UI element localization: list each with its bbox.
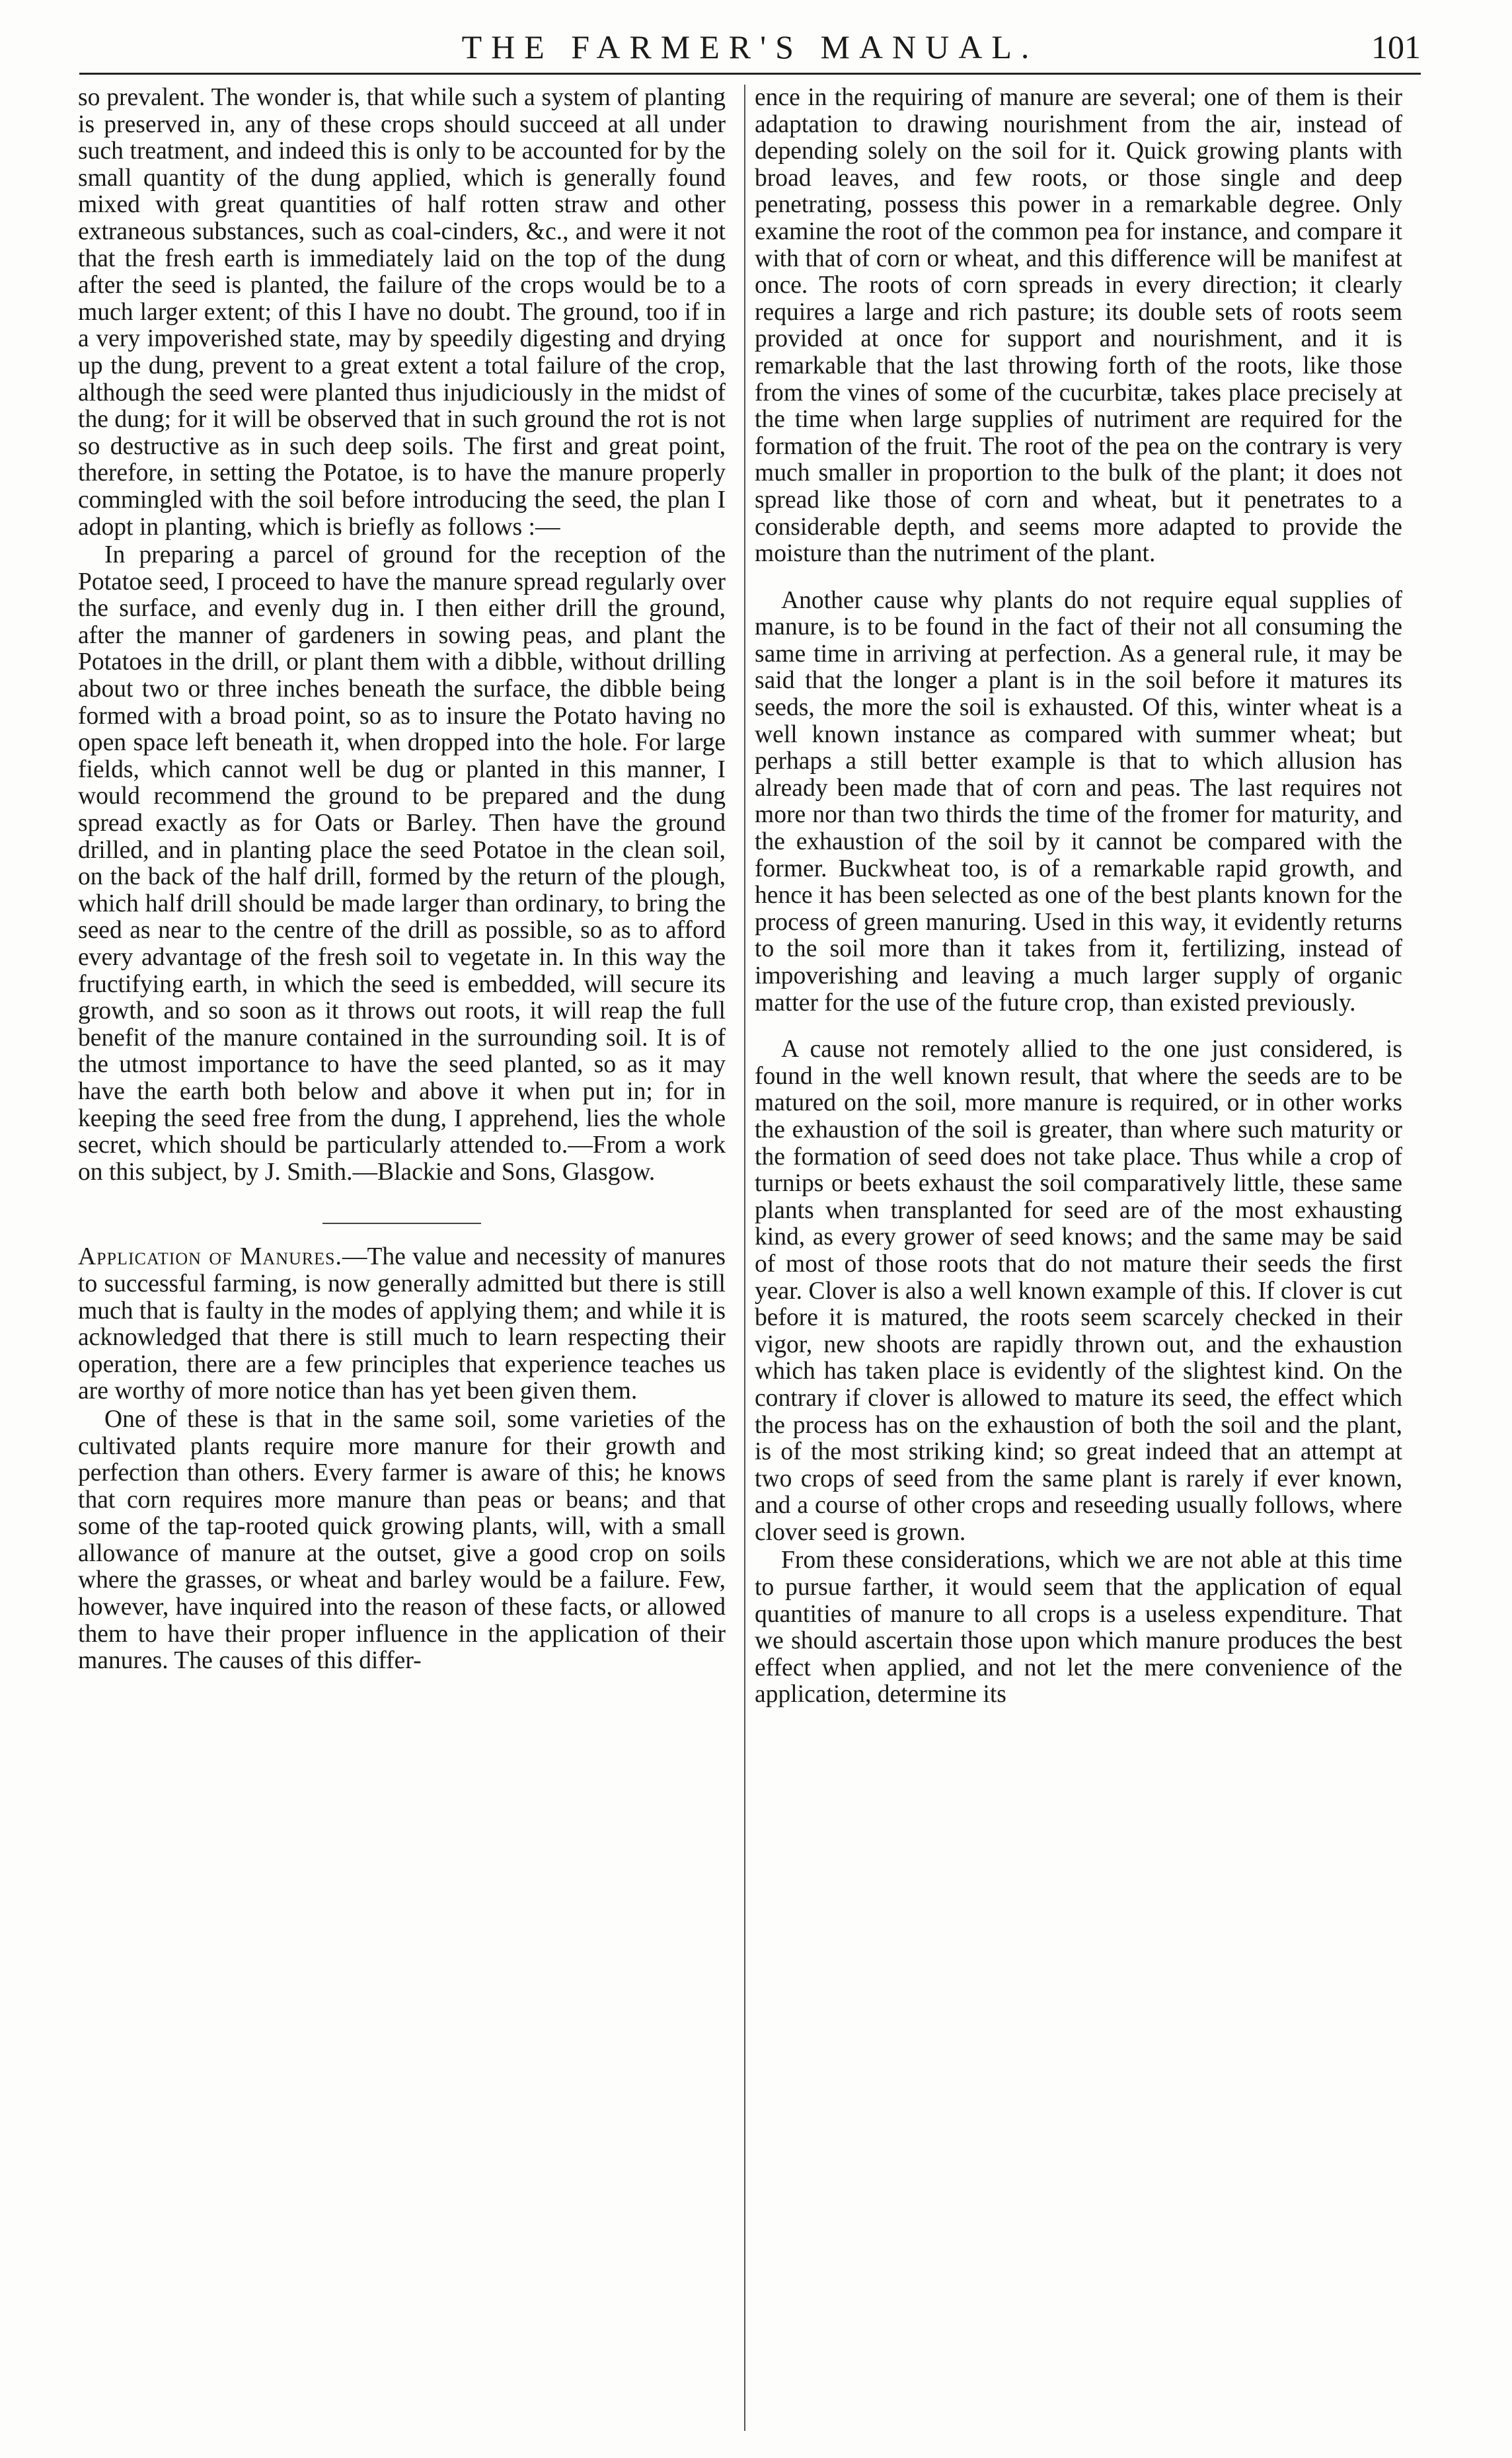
section-divider [322,1223,481,1224]
page-header [79,26,1421,75]
running-title: THE FARMER'S MANUAL. [461,28,1039,65]
paragraph: A cause not remotely allied to the one just considered, is found in the well known result, that where the seeds are to be matured on the soil, more manure is required, or in other works the exhaustion of the soil is greater, than where such maturity or the formation of seed does not take place. Thus while a crop of turnips or beets exhaust the soil comparatively little, these same plants when transplanted for seed are of the most exhausting kind, as every grower of seed knows; and the same may be said of most of those roots that do not mature their seeds the first year. Clover is also a well known example of this. If clover is cut before it is matured, the roots seem scarcely checked in their vigor, new shoots are rapidly thrown out, and the exhaustion which has taken place is evidently of the slightest kind. On the contrary if clover is allowed to mature its seed, the effect which the process has on the exhaustion of both the soil and the plant, is of the most striking kind; so great indeed that an attempt at two crops of seed from the same plant is rarely if ever known, and a course of other crops and reseeding usually follows, where clover seed is grown. [755,1036,1402,1546]
paragraph: In preparing a parcel of ground for the reception of the Potatoe seed, I proceed to have the manure spread regularly over the surface, and evenly dug in. I then either drill the ground, after the manner of gardeners in sowing peas, and plant the Potatoes in the drill, or plant them with a dibble, without drilling about two or three inches beneath the surface, the dibble being formed with a broad point, so as to insure the Potato having no open space left beneath it, when dropped into the hole. For large fields, which cannot well be dug or planted in this manner, I would recommend the ground to be prepared and the dung spread exactly as for Oats or Barley. Then have the ground drilled, and in planting place the seed Potatoe in the clean soil, on the back of the half drill, formed by the return of the plough, which half drill should be made larger than ordinary, to bring the seed as near to the centre of the drill as possible, so as to afford every advantage of the fresh soil to vegetate in. In this way the fructifying earth, in which the seed is embedded, will secure its growth, and so soon as it throws out roots, it will reap the full benefit of the manure contained in the surrounding soil. It is of the utmost importance to have the seed planted, so as it may have the earth both below and above it when put in; for in keeping the seed free from the dung, I apprehend, lies the whole secret, which should be particularly attended to.—From a work on this subject, by J. Smith.—Blackie and Sons, Glasgow. [78,541,726,1186]
section-text: —The value and necessity of manures to successful farming, is now generally admitted but there is still much that is faulty in the modes of applying them; and while it is acknowledged that there is still much to learn respecting their operation, there are a few principles that experience teaches us are worthy of more notice than has yet been given them. [78,1243,726,1405]
page-number: 101 [1371,28,1421,65]
paragraph: ence in the requiring of manure are several; one of them is their adaptation to drawing nourishment from the air, instead of depending solely on the soil for it. Quick growing plants with broad leaves, and few roots, or those single and deep penetrating, possess this power in a remarkable degree. Only examine the root of the common pea for instance, and compare it with that of corn or wheat, and this difference will be manifest at once. The roots of corn spreads in every direction; it clearly requires a large and rich pasture; its double sets of roots seem provided at once for support and nourishment, and it is remarkable that the last throwing forth of the roots, like those from the vines of some of the cucurbitæ, takes place precisely at the time when large supplies of nutriment are required for the formation of the fruit. The root of the pea on the contrary is very much smaller in proportion to the bulk of the plant; it does not spread like those of corn and wheat, but it penetrates to a considerable depth, and seems more adapted to provide the moisture than the nutriment of the plant. [755,84,1402,568]
paragraph: One of these is that in the same soil, some varieties of the cultivated plants require more manure for their growth and perfection than others. Every farmer is aware of this; he knows that corn requires more manure than peas or beans; and that some of the tap-rooted quick growing plants, will, with a small allowance of manure at the outset, give a good crop on soils where the grasses, or wheat and barley would be a failure. Few, however, have inquired into the reason of these facts, or allowed them to have their proper influence in the application of their manures. The causes of this differ- [78,1405,726,1675]
paragraph: so prevalent. The wonder is, that while such a system of planting is preserved in, any of these crops should succeed at all under such treatment, and indeed this is only to be accounted for by the small quantity of the dung applied, which is generally found mixed with great quantities of half rotten straw and other extraneous substances, such as coal-cinders, &c., and were it not that the fresh earth is immediately laid on the top of the dung after the seed is planted, the failure of the crops would be to a much larger extent; of this I have no doubt. The ground, too if in a very impoverished state, may by speedily digesting and drying up the dung, prevent to a great extent a total failure of the crop, although the seed were planted thus injudiciously in the midst of the dung; for it will be observed that in such ground the rot is not so destructive as in such deep soils. The first and great point, therefore, in setting the Potatoe, is to have the manure properly commingled with the soil before introducing the seed, the plan I adopt in planting, which is briefly as follows :— [78,84,726,541]
column-rule [744,85,745,2431]
paragraph: From these considerations, which we are not able at this time to pursue farther, it would seem that the application of equal quantities of manure to all crops is a useless expenditure. That we should ascertain those upon which manure produces the best effect when applied, and not let the mere convenience of the application, determine its [755,1547,1402,1709]
section-title: Application of Manures. [78,1243,342,1271]
right-column [755,85,1402,1709]
section-paragraph [78,1244,726,1405]
left-column [78,85,726,1675]
paragraph: Another cause why plants do not require equal supplies of manure, is to be found in the fact of their not all consuming the same time in arriving at perfection. As a general rule, it may be said that the longer a plant is in the soil before it matures its seeds, the more the soil is exhausted. Of this, winter wheat is a well known instance as compared with summer wheat; but perhaps a still better example is that to which allusion has already been made that of corn and peas. The last requires not more nor than two thirds the time of the fromer for maturity, and the exhaustion of the soil by it cannot be compared with the former. Buckwheat too, is of a remarkable rapid growth, and hence it has been selected as one of the best plants known for the process of green manuring. Used in this way, it evidently returns to the soil more than it takes from it, fertilizing, instead of impoverishing and leaving a much larger supply of organic matter for the use of the future crop, than existed previously. [755,586,1402,1017]
